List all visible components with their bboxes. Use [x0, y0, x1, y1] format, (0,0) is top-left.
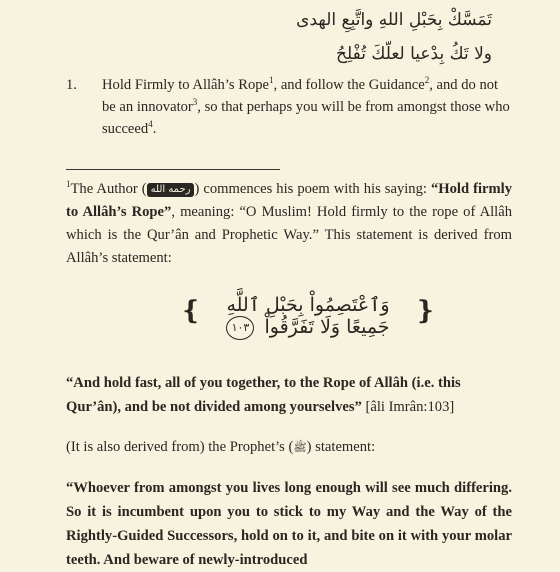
footnote-ref-2[interactable]: 2: [424, 75, 430, 86]
verse-translation-text: [102, 74, 510, 140]
quran-verse: [210, 294, 406, 340]
verse-translation: [66, 74, 510, 140]
ayah-number-badge: ١٠٣: [226, 316, 254, 340]
verse-arabic-line-1: تَمَسَّكْ بِحَبْلِ اللهِ واتَّبِعِ الهدى: [296, 10, 492, 30]
footnote-marker: 1: [66, 179, 71, 190]
verse-text-4: , so that perhaps you will be from amongst those who succeed: [102, 99, 510, 137]
verse-text-5: .: [152, 121, 157, 137]
quran-translation: [66, 371, 512, 419]
quran-verse-text: وَٱعْتَصِمُواْ بِحَبْلِ ٱللَّهِ جَمِيعًا وَلَا تَفَرَّقُواْ: [226, 294, 390, 338]
footnote-ref-1[interactable]: 1: [269, 75, 274, 86]
salutation-symbol: ﷺ: [293, 441, 307, 454]
honorific-badge: رحمه الله: [147, 183, 195, 197]
quran-verse-block: [180, 290, 436, 340]
quran-reference: [âli Imrân:103]: [361, 399, 455, 415]
ornament-left-icon: ❴: [180, 296, 202, 326]
derived-statement: [66, 436, 512, 459]
verse-text-3: , and do not be an innovator: [102, 77, 499, 115]
footnote-ref-4[interactable]: 4: [148, 119, 153, 130]
footnote-bold-quote: “Hold firmly to Allâh’s Rope”: [66, 181, 513, 220]
footnote-1: [66, 178, 512, 270]
verse-text-1: Hold Firmly to Allâh’s Rope: [102, 77, 270, 93]
verse-text-2: , and follow the Guidance: [273, 77, 425, 93]
hadith-quote: [66, 476, 512, 572]
derived-text-1: (It is also derived from) the Prophet’s (: [66, 439, 294, 455]
verse-arabic-line-2: ولا تَكُ بِدْعيا لعلّكَ تُفْلِحُ: [336, 44, 492, 64]
derived-text-2: ) statement:: [306, 439, 376, 455]
footnote-text-1: The Author (: [70, 181, 147, 197]
footnote-text-2: ) commences his poem with his saying:: [194, 181, 431, 197]
footnote-divider: [66, 169, 280, 170]
footnote-text-3: , meaning: “O Muslim! Hold firmly to the rope of Allâh which is the Qur’ân and Prophetic Way.” This statement is derived from Allâh’s statement:: [66, 204, 513, 266]
verse-number: 1.: [66, 77, 77, 93]
quran-translation-bold: “And hold fast, all of you together, to the Rope of Allâh (i.e. this Qur’ân), and be not divided among yourselves”: [66, 375, 461, 415]
hadith-bold-text: “Whoever from amongst you lives long enough will see much differing. So it is incumbent upon you to stick to my Way and the Way of the Rightly-Guided Successors, hold on to it, and bite on it with your molar teeth. And beware of newly-introduced: [66, 480, 512, 568]
ornament-right-icon: ❵: [414, 296, 436, 326]
footnote-ref-3[interactable]: 3: [192, 97, 198, 108]
